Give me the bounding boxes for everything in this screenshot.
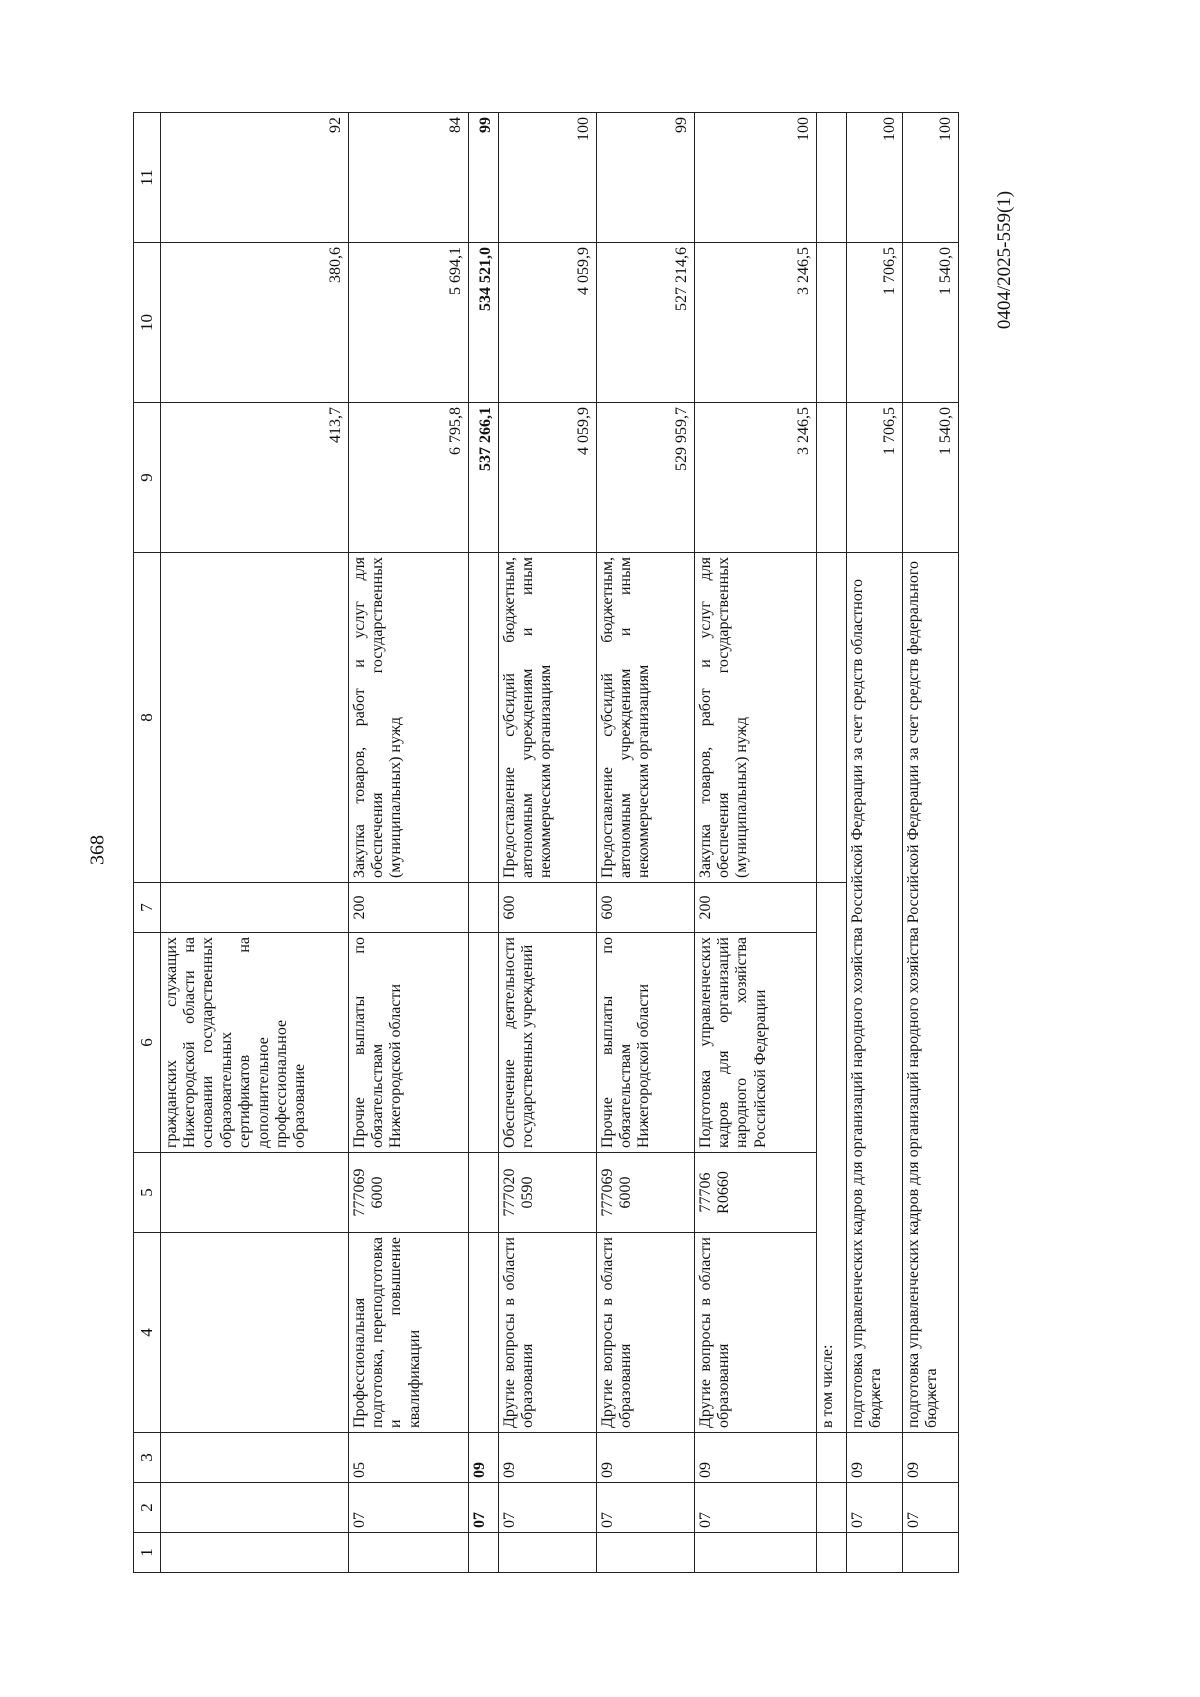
cell	[468, 933, 498, 1153]
cell-fact: 380,6	[160, 243, 348, 403]
cell	[160, 1433, 348, 1483]
table-row-including	[816, 113, 846, 1573]
cell-type-name: Предоставление субсидий бюджетным, автономным учреждениям и иным некоммерческим организациям	[498, 553, 596, 883]
cell	[468, 1233, 498, 1433]
cell-fact: 3 246,5	[694, 243, 816, 403]
header-col-1: 1	[134, 1533, 161, 1573]
table-row	[498, 113, 596, 1573]
cell-section: Другие вопросы в области образования	[498, 1233, 596, 1433]
cell-plan: 413,7	[160, 403, 348, 553]
cell-target-item: Обеспечение деятельности государственных учреждений	[498, 933, 596, 1153]
cell	[498, 1533, 596, 1573]
cell-plan: 1 706,5	[846, 403, 902, 553]
cell-type: 600	[498, 883, 596, 933]
cell-percent: 100	[694, 113, 816, 243]
header-row	[134, 113, 161, 1573]
cell-type: 200	[694, 883, 816, 933]
cell: 05	[348, 1433, 468, 1483]
cell-percent: 99	[468, 113, 498, 243]
cell-percent: 84	[348, 113, 468, 243]
cell: 09	[498, 1433, 596, 1483]
header-col-10: 10	[134, 243, 161, 403]
cell	[348, 1533, 468, 1573]
cell	[902, 1533, 958, 1573]
cell: 09	[694, 1433, 816, 1483]
cell: 07	[348, 1483, 468, 1533]
table-row-sub	[902, 113, 958, 1573]
cell-type: 200	[348, 883, 468, 933]
cell: 07	[902, 1483, 958, 1533]
cell: 09	[468, 1433, 498, 1483]
cell-plan: 3 246,5	[694, 403, 816, 553]
cell-type: 600	[596, 883, 694, 933]
cell: 07	[846, 1483, 902, 1533]
cell-code: 77706 R0660	[694, 1153, 816, 1233]
header-col-8: 8	[134, 553, 161, 883]
cell	[160, 1233, 348, 1433]
cell	[694, 1533, 816, 1573]
cell-plan: 1 540,0	[902, 403, 958, 553]
cell	[816, 1483, 846, 1533]
table-row	[694, 113, 816, 1573]
table-row-subtotal	[468, 113, 498, 1573]
cell: 09	[846, 1433, 902, 1483]
cell-fact: 1 706,5	[846, 243, 902, 403]
cell-sub-text: подготовка управленческих кадров для организаций народного хозяйства Российской Федерации за счет средств федерального бюджета	[902, 553, 958, 1433]
cell-code: 777020 0590	[498, 1153, 596, 1233]
cell-fact: 1 540,0	[902, 243, 958, 403]
cell-type-name: Предоставление субсидий бюджетным, автономным учреждениям и иным некоммерческим организациям	[596, 553, 694, 883]
cell: 07	[468, 1483, 498, 1533]
cell	[468, 553, 498, 883]
header-col-6: 6	[134, 933, 161, 1153]
cell: 09	[596, 1433, 694, 1483]
rotated-table-container	[133, 113, 1093, 1573]
document-id: 0404/2025-559(1)	[994, 190, 1015, 330]
header-col-9: 9	[134, 403, 161, 553]
cell-fact: 534 521,0	[468, 243, 498, 403]
cell: 07	[596, 1483, 694, 1533]
cell	[160, 1153, 348, 1233]
cell-section: Другие вопросы в области образования	[596, 1233, 694, 1433]
cell	[160, 1533, 348, 1573]
cell-plan: 4 059,9	[498, 403, 596, 553]
cell-sub-text: подготовка управленческих кадров для организаций народного хозяйства Российской Федерации за счет средств областного бюджета	[846, 553, 902, 1433]
cell: 07	[498, 1483, 596, 1533]
cell	[816, 553, 846, 883]
cell: 07	[694, 1483, 816, 1533]
cell-plan: 537 266,1	[468, 403, 498, 553]
table-row-sub	[846, 113, 902, 1573]
header-col-2: 2	[134, 1483, 161, 1533]
cell	[468, 883, 498, 933]
cell-fact: 5 694,1	[348, 243, 468, 403]
cell-type-name: Закупка товаров, работ и услуг для обеспечения государственных (муниципальных) нужд	[694, 553, 816, 883]
cell-percent: 100	[846, 113, 902, 243]
cell-type-name: Закупка товаров, работ и услуг для обеспечения государственных (муниципальных) нужд	[348, 553, 468, 883]
cell	[160, 1483, 348, 1533]
cell-percent: 100	[902, 113, 958, 243]
cell	[846, 1533, 902, 1573]
cell	[816, 1433, 846, 1483]
cell-section: Другие вопросы в области образования	[694, 1233, 816, 1433]
cell-percent: 99	[596, 113, 694, 243]
cell-fact: 4 059,9	[498, 243, 596, 403]
header-col-4: 4	[134, 1233, 161, 1433]
cell-target-item: гражданских служащих Нижегородской области на основании государственных образовательных сертификатов на дополнительное профессиональное образование	[160, 933, 348, 1153]
header-col-3: 3	[134, 1433, 161, 1483]
cell-section: Профессиональная подготовка, переподготовка и повышение квалификации	[348, 1233, 468, 1433]
cell	[468, 1533, 498, 1573]
cell	[468, 1153, 498, 1233]
cell	[816, 113, 846, 243]
header-col-5: 5	[134, 1153, 161, 1233]
table-row	[348, 113, 468, 1573]
cell-target-item: Прочие выплаты по обязательствам Нижегородской области	[596, 933, 694, 1153]
cell-target-item: Прочие выплаты по обязательствам Нижегородской области	[348, 933, 468, 1153]
cell-plan: 6 795,8	[348, 403, 468, 553]
cell-target-item: Подготовка управленческих кадров для организаций народного хозяйства Российской Федерации	[694, 933, 816, 1153]
cell: 09	[902, 1433, 958, 1483]
cell	[160, 883, 348, 933]
header-col-7: 7	[134, 883, 161, 933]
cell-code: 777069 6000	[596, 1153, 694, 1233]
cell	[816, 403, 846, 553]
cell-percent: 100	[498, 113, 596, 243]
table-row	[160, 113, 348, 1573]
cell	[816, 243, 846, 403]
cell	[816, 1533, 846, 1573]
budget-table	[133, 112, 959, 1573]
table-row	[596, 113, 694, 1573]
cell-percent: 92	[160, 113, 348, 243]
cell-code: 777069 6000	[348, 1153, 468, 1233]
cell-including-label: в том числе:	[816, 883, 846, 1433]
cell	[596, 1533, 694, 1573]
header-col-11: 11	[134, 113, 161, 243]
cell-plan: 529 959,7	[596, 403, 694, 553]
cell	[160, 553, 348, 883]
page-number: 368	[86, 835, 109, 865]
cell-fact: 527 214,6	[596, 243, 694, 403]
